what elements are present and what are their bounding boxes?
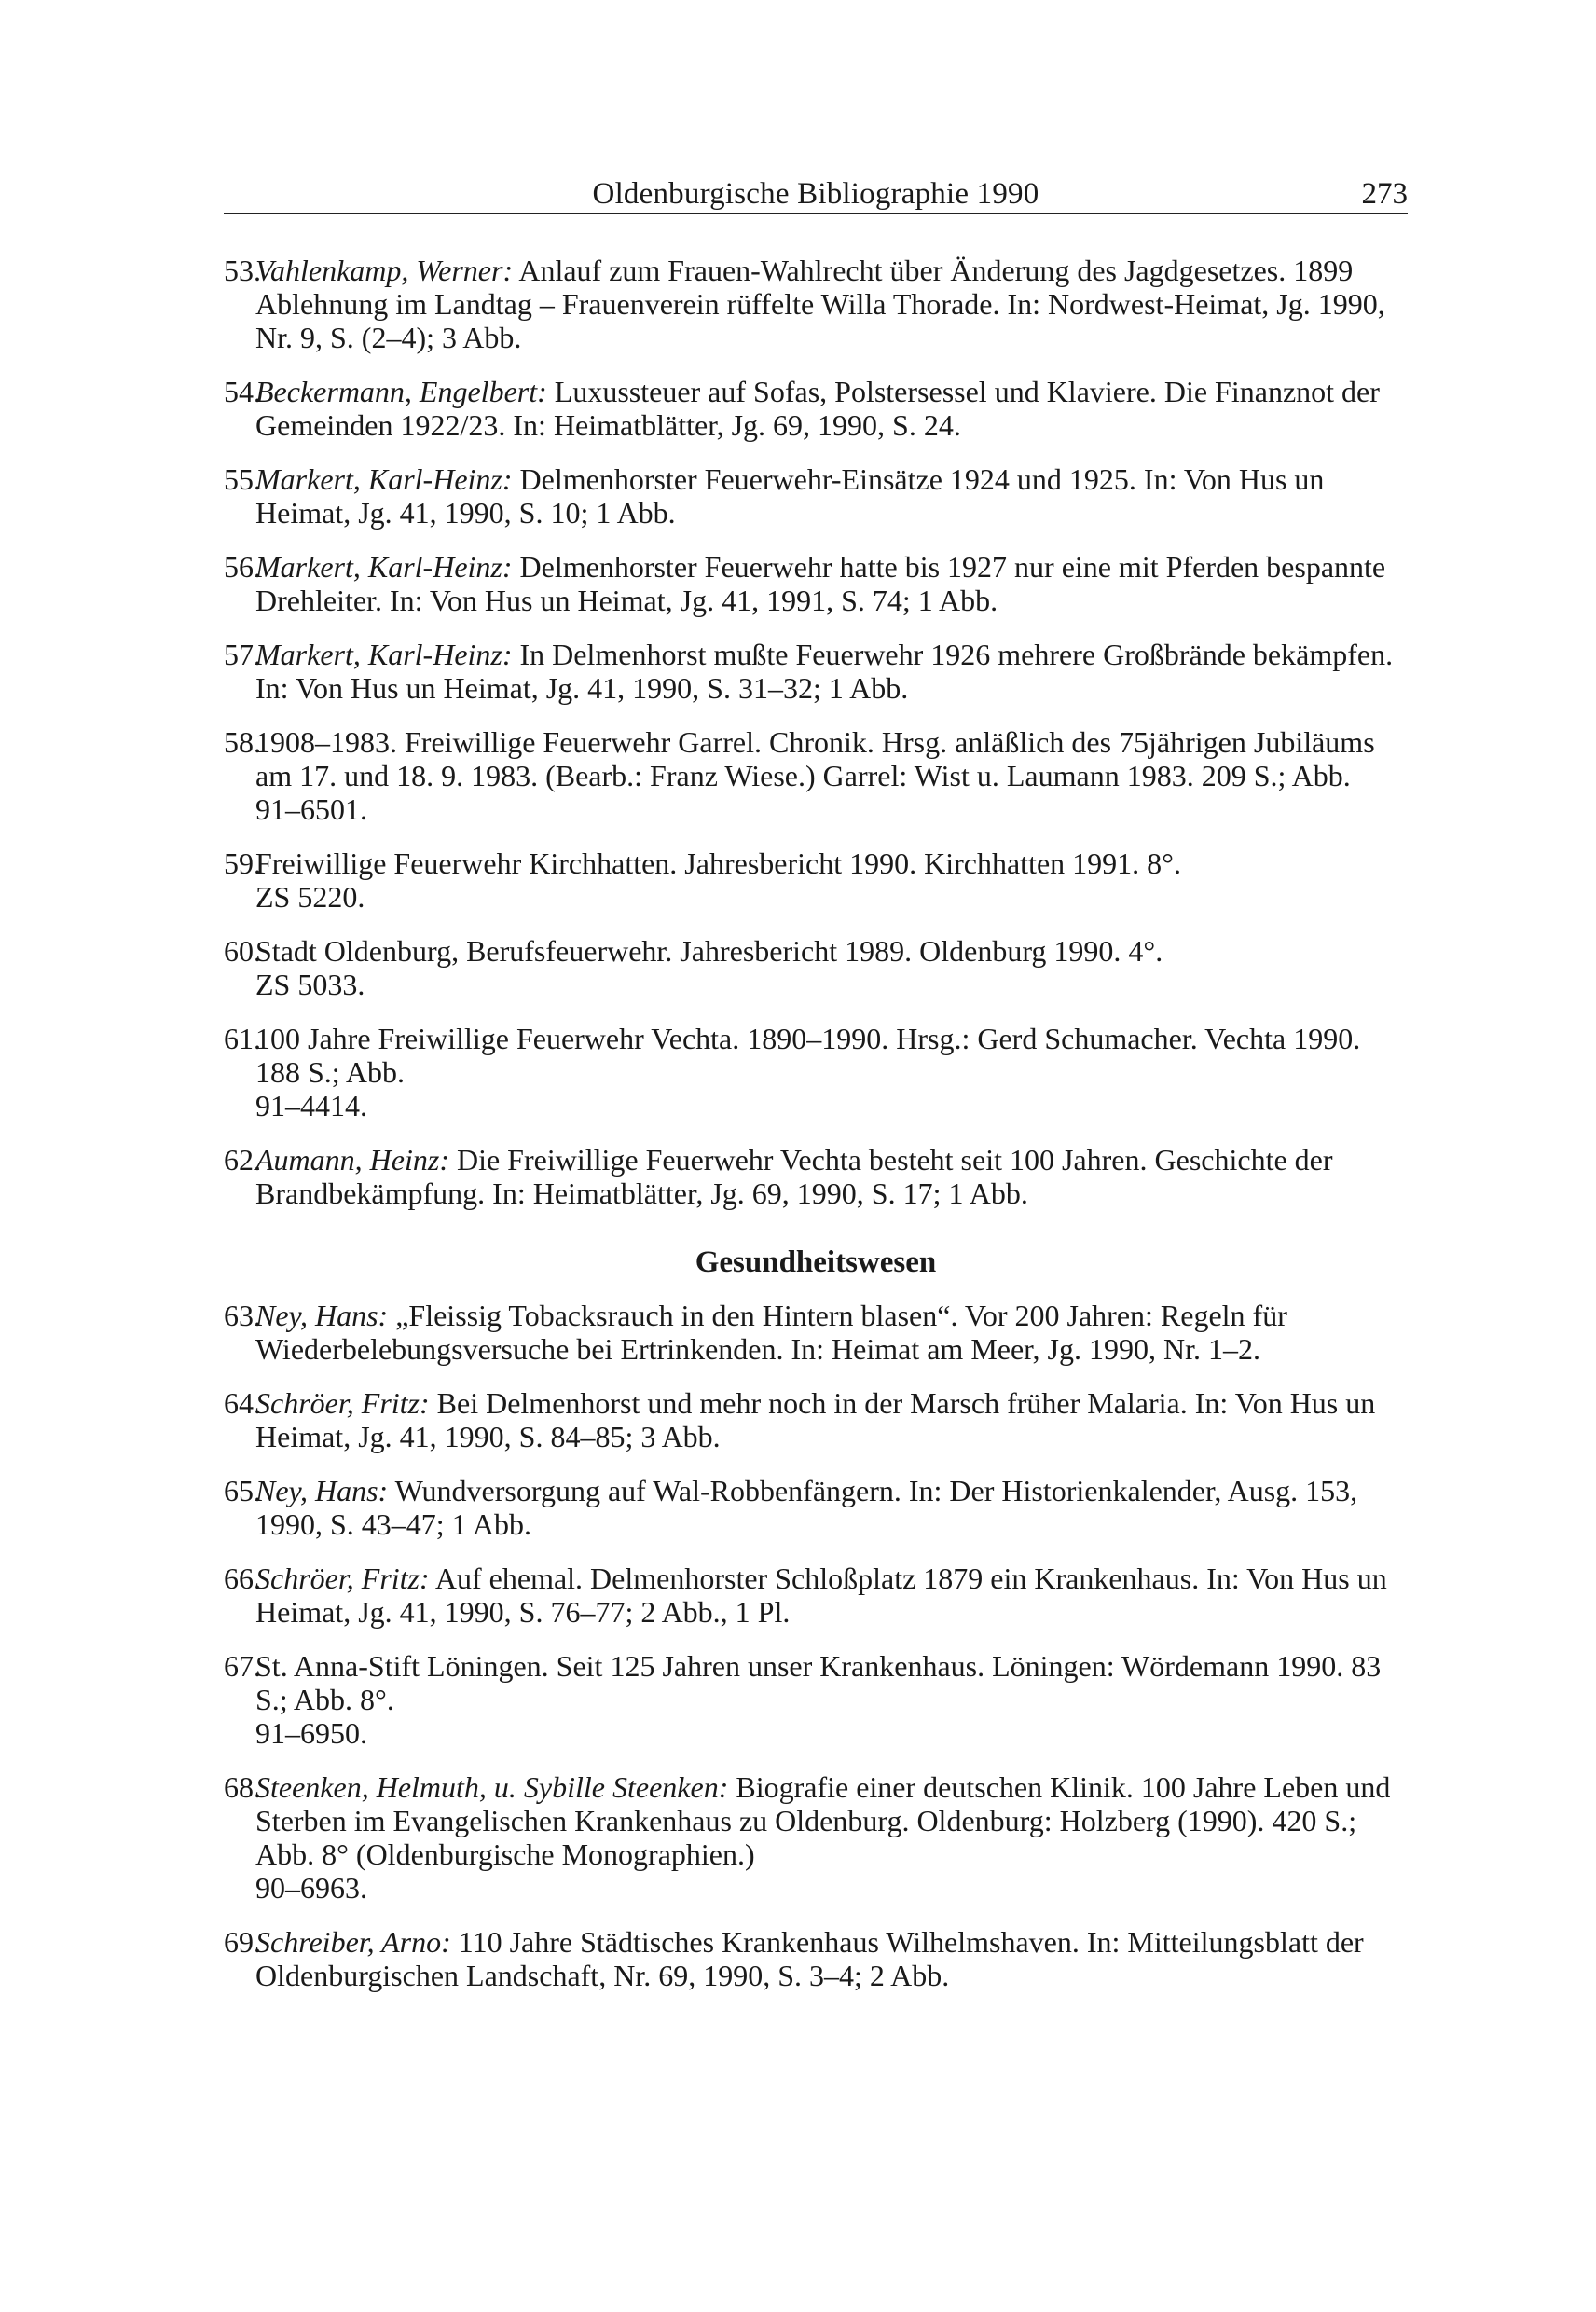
header-title: Oldenburgische Bibliographie 1990 [592, 177, 1039, 211]
bibliography-entry [224, 1474, 1408, 1541]
entry-description: Delmenhorster Feuerwehr-Einsätze 1924 und 1925. In: Von Hus un Heimat, Jg. 41, 1990, S. 10; 1 Abb. [255, 462, 1325, 530]
entry-text [255, 846, 1408, 914]
entry-author: Aumann, Heinz: [255, 1143, 449, 1177]
bibliography-entry [224, 846, 1408, 914]
entry-number: 59. [224, 846, 261, 880]
entry-text [255, 550, 1408, 617]
entry-author: Beckermann, Engelbert: [255, 375, 547, 408]
entry-number: 61. [224, 1022, 261, 1055]
entry-text [255, 1299, 1408, 1366]
entry-number: 67. [224, 1649, 261, 1683]
entry-number: 60. [224, 934, 261, 968]
entry-description: Stadt Oldenburg, Berufsfeuerwehr. Jahresbericht 1989. Oldenburg 1990. 4°. [255, 934, 1163, 968]
entry-number: 66. [224, 1562, 261, 1595]
bibliography-entry [224, 1649, 1408, 1750]
entry-shelfmark: ZS 5220. [255, 880, 365, 914]
entry-list-fire-service [224, 254, 1408, 1210]
bibliography-entry [224, 462, 1408, 530]
bibliography-entry [224, 1770, 1408, 1905]
bibliography-entry [224, 254, 1408, 354]
entry-shelfmark: 91–6950. [255, 1716, 367, 1750]
bibliography-body [224, 254, 1408, 2013]
entry-number: 64. [224, 1386, 261, 1420]
entry-description: Luxussteuer auf Sofas, Polstersessel und Klaviere. Die Finanznot der Gemeinden 1922/23. In: Heimatblätter, Jg. 69, 1990, S. 24. [255, 375, 1380, 442]
entry-author: Schreiber, Arno: [255, 1925, 451, 1959]
entry-description: 110 Jahre Städtisches Krankenhaus Wilhelmshaven. In: Mitteilungsblatt der Oldenburgischen Landschaft, Nr. 69, 1990, S. 3–4; 2 Abb. [255, 1925, 1364, 1992]
entry-description: Delmenhorster Feuerwehr hatte bis 1927 nur eine mit Pferden bespannte Drehleiter. In: Von Hus un Heimat, Jg. 41, 1991, S. 74; 1 Abb. [255, 550, 1386, 617]
bibliography-entry [224, 1925, 1408, 1992]
entry-description: In Delmenhorst mußte Feuerwehr 1926 mehrere Großbrände bekämpfen. In: Von Hus un Heimat, Jg. 41, 1990, S. 31–32; 1 Abb. [255, 638, 1394, 705]
bibliography-entry [224, 1386, 1408, 1453]
entry-text [255, 638, 1408, 705]
entry-shelfmark: 90–6963. [255, 1871, 367, 1905]
entry-list-health [224, 1299, 1408, 1992]
entry-text [255, 1474, 1408, 1541]
entry-description: Biografie einer deutschen Klinik. 100 Jahre Leben und Sterben im Evangelischen Krankenhaus zu Oldenburg. Oldenburg: Holzberg (1990). 420 S.; Abb. 8° (Oldenburgische Monographien.) [255, 1770, 1391, 1871]
entry-description: Freiwillige Feuerwehr Kirchhatten. Jahresbericht 1990. Kirchhatten 1991. 8°. [255, 846, 1181, 880]
entry-description: „Fleissig Tobacksrauch in den Hintern blasen“. Vor 200 Jahren: Regeln für Wiederbelebungsversuche bei Ertrinkenden. In: Heimat am Meer, Jg. 1990, Nr. 1–2. [255, 1299, 1287, 1366]
bibliography-entry [224, 1022, 1408, 1122]
entry-number: 54. [224, 375, 261, 408]
entry-author: Markert, Karl-Heinz: [255, 638, 513, 671]
bibliography-entry [224, 1562, 1408, 1629]
entry-shelfmark: ZS 5033. [255, 968, 365, 1001]
entry-text [255, 1143, 1408, 1210]
entry-description: 100 Jahre Freiwillige Feuerwehr Vechta. 1890–1990. Hrsg.: Gerd Schumacher. Vechta 1990. 188 S.; Abb. [255, 1022, 1361, 1089]
bibliography-entry [224, 375, 1408, 442]
entry-description: Bei Delmenhorst und mehr noch in der Marsch früher Malaria. In: Von Hus un Heimat, Jg. 41, 1990, S. 84–85; 3 Abb. [255, 1386, 1376, 1453]
page-number: 273 [1361, 177, 1408, 211]
entry-text [255, 725, 1408, 826]
entry-author: Vahlenkamp, Werner: [255, 254, 514, 287]
entry-text [255, 1386, 1408, 1453]
entry-description: Die Freiwillige Feuerwehr Vechta besteht seit 100 Jahren. Geschichte der Brandbekämpfung. In: Heimatblätter, Jg. 69, 1990, S. 17; 1 Abb. [255, 1143, 1333, 1210]
entry-number: 56. [224, 550, 261, 584]
entry-author: Schröer, Fritz: [255, 1386, 430, 1420]
entry-author: Markert, Karl-Heinz: [255, 550, 513, 584]
entry-number: 68. [224, 1770, 261, 1804]
entry-shelfmark: 91–4414. [255, 1089, 367, 1122]
entry-text [255, 1925, 1408, 1992]
entry-author: Markert, Karl-Heinz: [255, 462, 513, 496]
entry-number: 58. [224, 725, 261, 759]
entry-author: Steenken, Helmuth, u. Sybille Steenken: [255, 1770, 729, 1804]
entry-text [255, 934, 1408, 1001]
bibliography-entry [224, 1299, 1408, 1366]
entry-description: Auf ehemal. Delmenhorster Schloßplatz 1879 ein Krankenhaus. In: Von Hus un Heimat, Jg. 41, 1990, S. 76–77; 2 Abb., 1 Pl. [255, 1562, 1387, 1629]
entry-author: Ney, Hans: [255, 1474, 389, 1507]
entry-number: 65. [224, 1474, 261, 1507]
entry-description: St. Anna-Stift Löningen. Seit 125 Jahren unser Krankenhaus. Löningen: Wördemann 1990. 83 S.; Abb. 8°. [255, 1649, 1382, 1716]
entry-number: 53. [224, 254, 261, 287]
entry-text [255, 254, 1408, 354]
entry-number: 63. [224, 1299, 261, 1332]
entry-shelfmark: 91–6501. [255, 792, 367, 826]
bibliography-entry [224, 638, 1408, 705]
entry-number: 57. [224, 638, 261, 671]
bibliography-entry [224, 725, 1408, 826]
bibliography-entry [224, 1143, 1408, 1210]
entry-text [255, 1649, 1408, 1750]
entry-text [255, 1022, 1408, 1122]
entry-description: Wundversorgung auf Wal-Robbenfängern. In: Der Historienkalender, Ausg. 153, 1990, S. 43–47; 1 Abb. [255, 1474, 1358, 1541]
entry-number: 62. [224, 1143, 261, 1177]
entry-author: Ney, Hans: [255, 1299, 389, 1332]
bibliography-entry [224, 550, 1408, 617]
section-heading: Gesundheitswesen [695, 1245, 937, 1279]
entry-number: 55. [224, 462, 261, 496]
entry-text [255, 462, 1408, 530]
entry-author: Schröer, Fritz: [255, 1562, 430, 1595]
entry-description: 1908–1983. Freiwillige Feuerwehr Garrel. Chronik. Hrsg. anläßlich des 75jährigen Jubiläums am 17. und 18. 9. 1983. (Bearb.: Franz Wiese.) Garrel: Wist u. Laumann 1983. 209 S.; Abb. [255, 725, 1375, 792]
entry-number: 69. [224, 1925, 261, 1959]
entry-description: Anlauf zum Frauen-Wahlrecht über Änderung des Jagdgesetzes. 1899 Ablehnung im Landtag – Frauenverein rüffelte Willa Thorade. In: Nordwest-Heimat, Jg. 1990, Nr. 9, S. (2–4); 3 Abb. [255, 254, 1385, 354]
entry-text [255, 1562, 1408, 1629]
entry-text [255, 375, 1408, 442]
entry-text [255, 1770, 1408, 1905]
bibliography-entry [224, 934, 1408, 1001]
running-header [224, 168, 1408, 214]
